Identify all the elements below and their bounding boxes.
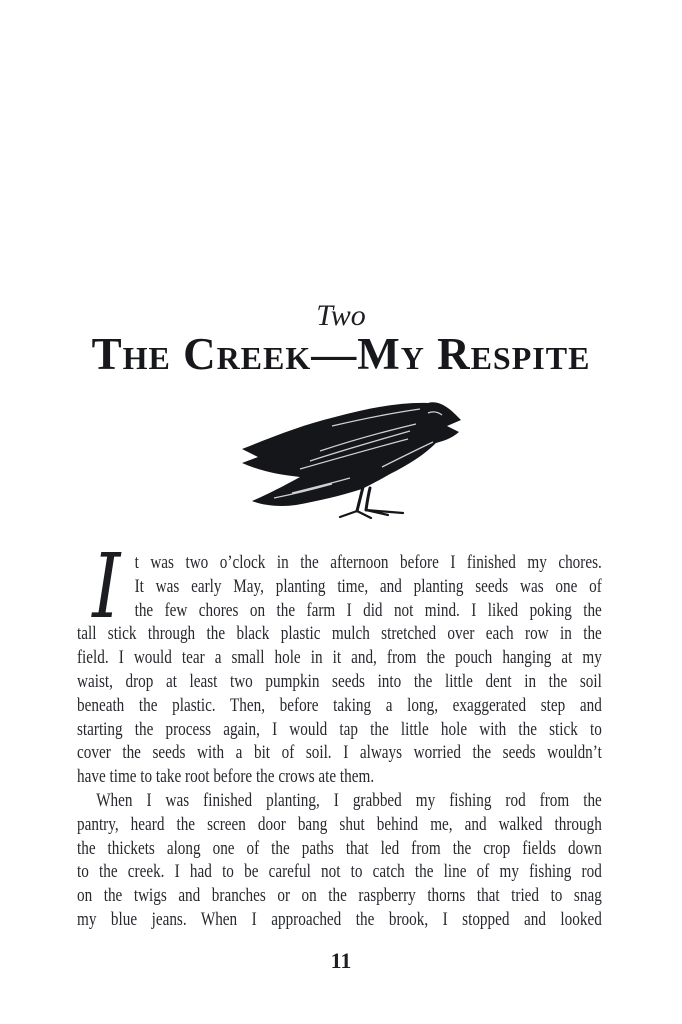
text-line: my blue jeans. When I approached the brook, I stopped and looked bbox=[77, 908, 602, 930]
chapter-title: The Creek—My Respite bbox=[91, 329, 591, 379]
body-text bbox=[77, 534, 602, 932]
text-line: starting the process again, I would tap the little hole with the stick to bbox=[77, 718, 602, 740]
text-line: beneath the plastic. Then, before taking a long, exaggerated step and bbox=[77, 694, 602, 716]
text-line: the few chores on the farm I did not mind. I liked poking the bbox=[134, 599, 602, 621]
text-line: When I was finished planting, I grabbed my fishing rod from the bbox=[96, 789, 602, 811]
text-line: waist, drop at least two pumpkin seeds into the little dent in the soil bbox=[77, 670, 602, 692]
chapter-number: Two bbox=[316, 299, 366, 332]
crow-illustration bbox=[240, 399, 462, 521]
drop-cap-letter: I bbox=[92, 534, 121, 638]
text-line: to the creek. I had to be careful not to catch the line of my fishing rod bbox=[77, 861, 602, 883]
text-line: pantry, heard the screen door bang shut behind me, and walked through bbox=[77, 813, 602, 835]
text-line: field. I would tear a small hole in it and, from the pouch hanging at my bbox=[77, 647, 602, 669]
page-number: 11 bbox=[330, 948, 352, 973]
text-line: have time to take root before the crows ate them. bbox=[77, 766, 375, 788]
crow-icon bbox=[240, 399, 462, 521]
text-line: It was early May, planting time, and planting seeds was one of bbox=[134, 575, 602, 597]
text-line: cover the seeds with a bit of soil. I always worried the seeds wouldn’t bbox=[77, 742, 602, 764]
text-line: on the twigs and branches or on the raspberry thorns that tried to snag bbox=[77, 885, 602, 907]
text-line: tall stick through the black plastic mulch stretched over each row in the bbox=[77, 623, 602, 645]
text-line: t was two o’clock in the afternoon before I finished my chores. bbox=[134, 552, 602, 573]
text-line: the thickets along one of the paths that led from the crop fields down bbox=[77, 837, 602, 859]
